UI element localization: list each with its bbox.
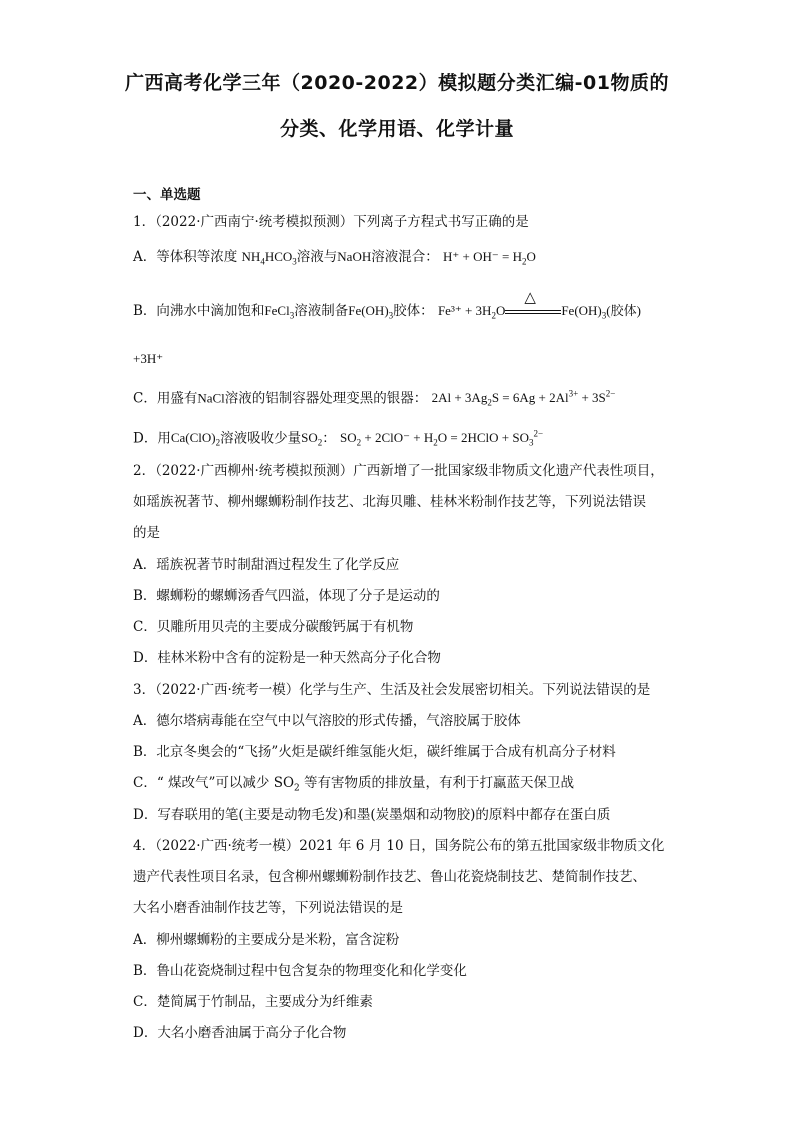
option-text: 用 [157, 430, 171, 447]
option-text: ： [322, 430, 336, 447]
formula: $Fe(OH)_3$ [348, 303, 394, 321]
question-3-option-d: D．写春联用的笔(主要是动物毛发)和墨(炭墨烟和动物胶)的原料中都存在蛋白质 [133, 807, 611, 823]
question-text: 化学与生产、生活及社会发展密切相关。下列说法错误的是 [299, 682, 651, 698]
heating-arrow-icon [505, 287, 561, 314]
option-label: C． [133, 390, 157, 407]
question-4-option-b: B．鲁山花瓷烧制过程中包含复杂的物理变化和化学变化 [133, 963, 467, 979]
option-text: 胶体： [393, 303, 434, 319]
document-title-line-1: 广西高考化学三年（2020-2022）模拟题分类汇编-01物质的 [125, 72, 669, 94]
formula: FeCl$_3$ [264, 303, 295, 321]
question-2-option-d: D．桂林米粉中含有的淀粉是一种天然高分子化合物 [133, 650, 441, 666]
question-3-stem [133, 681, 650, 699]
question-1-option-b-continued: +3H⁺ [133, 351, 164, 366]
question-2-option-b: B．螺蛳粉的螺蛳汤香气四溢，体现了分子是运动的 [133, 588, 440, 604]
option-text: 等体积等浓度 [156, 249, 238, 265]
triangle-heat-icon: △ [524, 287, 536, 306]
option-text: 溶液与 [296, 249, 338, 265]
question-1-option-b [133, 287, 641, 325]
option-text: 溶液制备 [294, 303, 349, 319]
question-4-option-d: D．大名小磨香油属于高分子化合物 [133, 1025, 347, 1041]
option-text: 溶液吸收少量 [220, 430, 302, 447]
formula: NaOH [337, 249, 372, 264]
question-1-option-c [133, 385, 615, 412]
question-source: （2022·广西柳州·统考模拟预测） [155, 463, 354, 479]
formula: NaCl [197, 390, 225, 406]
question-number: 3． [133, 682, 156, 698]
question-3-option-b: B．北京冬奥会的“飞扬”火炬是碳纤维氢能火炬，碳纤维属于合成有机高分子材料 [133, 744, 616, 760]
option-label: D． [133, 430, 158, 447]
question-2-option-a: A．瑶族祝著节时制甜酒过程发生了化学反应 [133, 557, 400, 573]
question-1-option-d [133, 425, 543, 452]
option-label: B． [133, 303, 157, 319]
question-source: （2022·广西南宁·统考模拟预测） [155, 214, 354, 230]
question-text: 2021 年 6 月 10 日，国务院公布的第五批国家级非物质文化 [299, 838, 665, 854]
question-1-option-a [133, 248, 536, 271]
question-source: （2022·广西·统考一模） [155, 682, 300, 698]
equation: $H^+ + OH^- = H_2O$ [443, 249, 536, 267]
question-4-stem-line-2: 遗产代表性项目名录，包含柳州螺蛳粉制作技艺、鲁山花瓷烧制技艺、楚简制作技艺、 [133, 869, 646, 885]
formula: $NH_4HCO_3$ [241, 249, 297, 267]
option-text: 向沸水中滴加饱和 [156, 303, 265, 319]
question-number: 4． [133, 838, 156, 854]
equation: $Fe^{3+} + 3H_2O$ [437, 303, 506, 321]
option-text: 溶液的铝制容器处理变黑的银器： [224, 390, 428, 407]
question-text: 广西新增了一批国家级非物质文化遗产代表性项目， [353, 463, 664, 479]
question-3-option-c: C．“ 煤改气”可以减少 $SO_2$ 等有害物质的排放量，有利于打赢蓝天保卫战 [133, 775, 575, 794]
question-2-stem-line-3: 的是 [133, 525, 160, 541]
question-2-option-c: C．贝雕所用贝壳的主要成分碳酸钙属于有机物 [133, 619, 414, 635]
question-4-stem-line-1 [133, 837, 664, 855]
equation: $2Al + 3Ag_2S = 6Ag + 2Al^{3+} + 3S^{2-}$ [431, 389, 616, 408]
question-number: 1． [133, 214, 156, 230]
question-4-option-c: C．楚简属于竹制品，主要成分为纤维素 [133, 994, 373, 1010]
question-number: 2． [133, 463, 156, 479]
section-heading: 一、单选题 [133, 187, 201, 203]
question-text: 下列离子方程式书写正确的是 [353, 214, 529, 230]
option-text: 溶液混合： [371, 249, 439, 265]
formula: $Ca(ClO)_2$ [170, 430, 221, 448]
question-2-stem-line-2: 如瑶族祝著节、柳州螺蛳粉制作技艺、北海贝雕、桂林米粉制作技艺等，下列说法错误 [133, 494, 646, 510]
question-source: （2022·广西·统考一模） [155, 838, 300, 854]
document-title-line-2: 分类、化学用语、化学计量 [279, 118, 514, 140]
option-text: 用盛有 [156, 390, 198, 407]
formula: $SO_2$ [301, 430, 323, 448]
question-3-option-a: A．德尔塔病毒能在空气中以气溶胶的形式传播，气溶胶属于胶体 [133, 713, 521, 729]
equation-product: $Fe(OH)_3$(胶体) [561, 303, 641, 321]
question-1-stem [133, 213, 529, 231]
equation: $SO_2 + 2ClO^- + H_2O$ = 2HClO + $SO_3^{2-}$ [340, 429, 544, 448]
question-4-stem-line-3: 大名小磨香油制作技艺等，下列说法错误的是 [133, 900, 403, 916]
option-label: A． [133, 249, 157, 265]
question-2-stem-line-1 [133, 462, 664, 480]
question-4-option-a: A．柳州螺蛳粉的主要成分是米粉，富含淀粉 [133, 932, 400, 948]
